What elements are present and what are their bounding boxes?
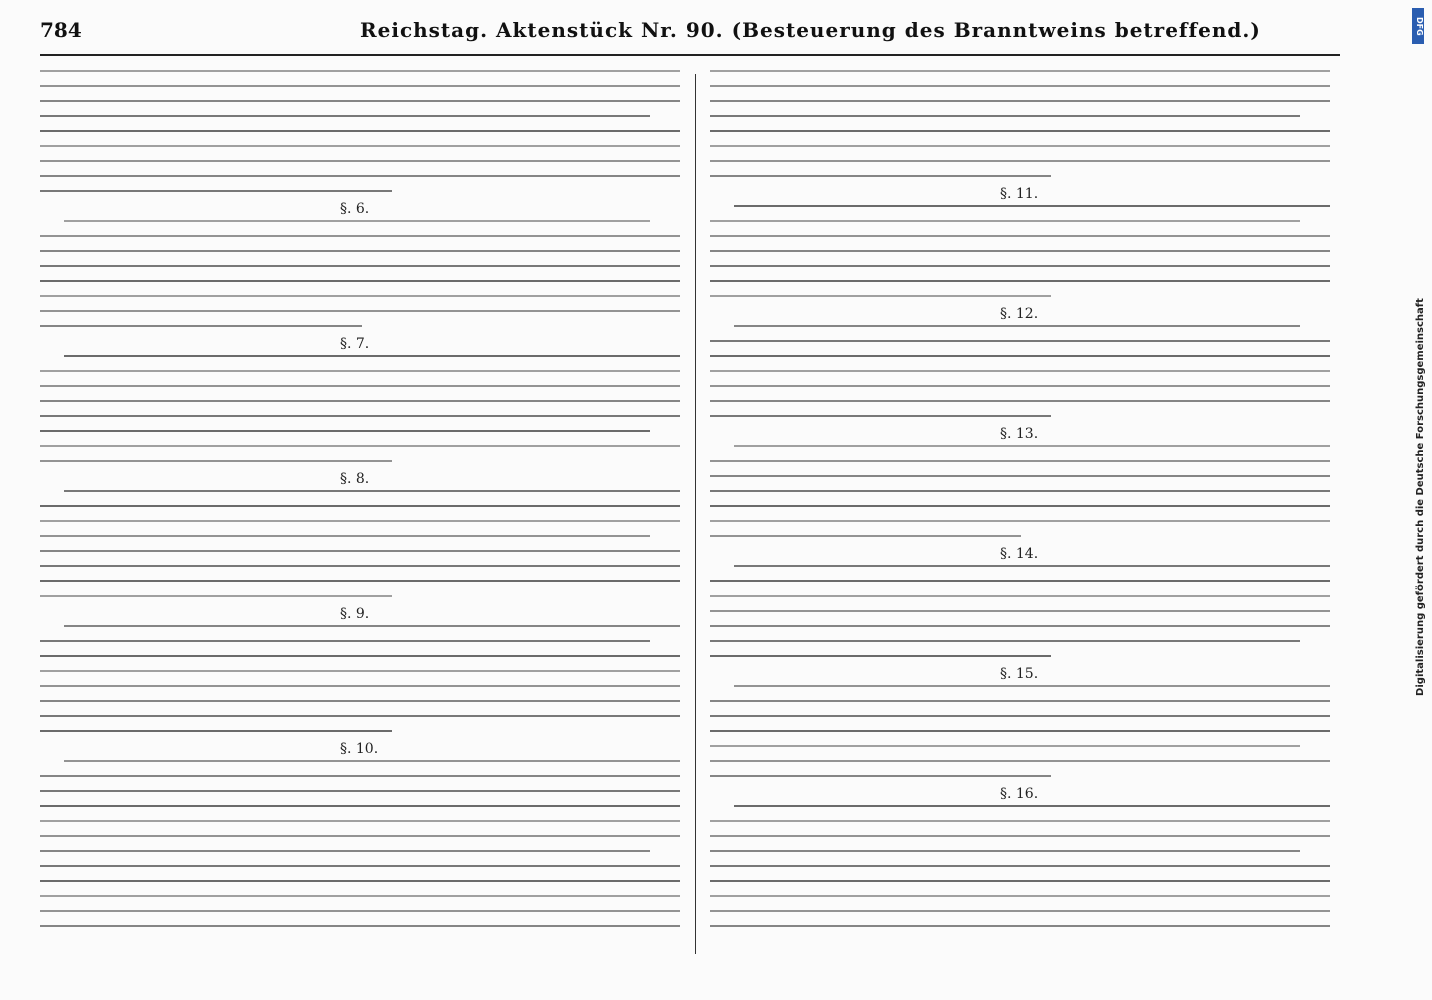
- text-line: [734, 565, 1330, 567]
- section-heading: §. 9.: [340, 606, 370, 622]
- text-line: [40, 715, 680, 717]
- text-line: [40, 445, 680, 447]
- text-line: [710, 820, 1330, 822]
- text-line: [40, 565, 680, 567]
- text-line: [40, 865, 680, 867]
- text-line: [40, 325, 362, 327]
- text-line: [40, 700, 680, 702]
- page-content: [40, 14, 1420, 986]
- text-line: [40, 295, 680, 297]
- text-line: [734, 205, 1330, 207]
- text-line: [40, 670, 680, 672]
- text-line: [734, 445, 1330, 447]
- section-heading: §. 15.: [1000, 666, 1039, 682]
- text-line: [710, 640, 1300, 642]
- text-line: [40, 85, 680, 87]
- text-line: [40, 505, 680, 507]
- text-line: [710, 175, 1051, 177]
- text-line: [710, 655, 1051, 657]
- text-line: [710, 355, 1330, 357]
- text-line: [40, 550, 680, 552]
- dfg-logo: DFG: [1412, 8, 1424, 44]
- text-line: [40, 145, 680, 147]
- section-heading: §. 12.: [1000, 306, 1039, 322]
- text-line: [710, 100, 1330, 102]
- section-heading: §. 6.: [340, 201, 370, 217]
- text-line: [64, 355, 680, 357]
- text-line: [40, 640, 650, 642]
- text-line: [710, 880, 1330, 882]
- text-line: [710, 595, 1330, 597]
- text-line: [40, 595, 392, 597]
- text-line: [40, 430, 650, 432]
- text-line: [710, 115, 1300, 117]
- text-line: [734, 325, 1300, 327]
- text-line: [40, 775, 680, 777]
- text-line: [710, 460, 1330, 462]
- text-line: [40, 835, 680, 837]
- text-line: [710, 130, 1330, 132]
- text-line: [710, 220, 1300, 222]
- text-line: [710, 145, 1330, 147]
- text-line: [710, 160, 1330, 162]
- text-line: [40, 310, 680, 312]
- text-line: [40, 160, 680, 162]
- text-line: [40, 100, 680, 102]
- text-line: [710, 280, 1330, 282]
- text-line: [710, 895, 1330, 897]
- digitization-credit: [1412, 20, 1426, 980]
- text-line: [40, 910, 680, 912]
- text-line: [710, 70, 1330, 72]
- text-line: [40, 655, 680, 657]
- text-line: [710, 760, 1330, 762]
- text-line: [64, 625, 680, 627]
- text-line: [734, 805, 1330, 807]
- section-heading: §. 14.: [1000, 546, 1039, 562]
- text-line: [40, 70, 680, 72]
- text-line: [64, 490, 680, 492]
- text-line: [40, 460, 392, 462]
- text-line: [40, 895, 680, 897]
- text-line: [710, 235, 1330, 237]
- text-line: [40, 520, 680, 522]
- text-line: [40, 850, 650, 852]
- text-line: [40, 685, 680, 687]
- page-title: Reichstag. Aktenstück Nr. 90. (Besteuerung des Branntweins betreffend.): [360, 18, 1261, 42]
- text-line: [40, 130, 680, 132]
- section-heading: §. 8.: [340, 471, 370, 487]
- text-line: [710, 415, 1051, 417]
- text-line: [710, 295, 1051, 297]
- page-number: 784: [40, 18, 82, 42]
- text-line: [710, 610, 1330, 612]
- text-line: [40, 265, 680, 267]
- header-rule: [40, 54, 1340, 56]
- text-line: [40, 805, 680, 807]
- text-line: [40, 175, 680, 177]
- text-line: [710, 340, 1330, 342]
- text-line: [710, 745, 1300, 747]
- text-line: [710, 925, 1330, 927]
- text-line: [710, 700, 1330, 702]
- text-line: [710, 370, 1330, 372]
- text-line: [40, 880, 680, 882]
- text-line: [710, 910, 1330, 912]
- section-heading: §. 7.: [340, 336, 370, 352]
- digitization-caption: Digitalisierung gefördert durch die Deutsche Forschungsgemeinschaft: [1415, 298, 1426, 696]
- text-line: [40, 385, 680, 387]
- text-line: [40, 580, 680, 582]
- section-heading: §. 13.: [1000, 426, 1039, 442]
- text-line: [40, 235, 680, 237]
- text-line: [40, 190, 392, 192]
- text-line: [710, 535, 1021, 537]
- section-heading: §. 11.: [1000, 186, 1039, 202]
- text-line: [710, 835, 1330, 837]
- text-line: [40, 115, 650, 117]
- column-divider: [695, 74, 696, 954]
- text-line: [710, 85, 1330, 87]
- text-line: [710, 775, 1051, 777]
- text-line: [710, 850, 1300, 852]
- text-line: [40, 415, 680, 417]
- text-line: [40, 790, 680, 792]
- text-line: [710, 265, 1330, 267]
- right-text-column: [710, 64, 1330, 974]
- text-line: [710, 505, 1330, 507]
- text-line: [40, 730, 392, 732]
- text-line: [710, 400, 1330, 402]
- text-line: [710, 250, 1330, 252]
- section-heading: §. 10.: [340, 741, 379, 757]
- text-line: [40, 280, 680, 282]
- text-line: [40, 820, 680, 822]
- text-line: [40, 925, 680, 927]
- text-line: [64, 220, 650, 222]
- text-line: [710, 490, 1330, 492]
- text-line: [710, 730, 1330, 732]
- text-line: [40, 370, 680, 372]
- text-line: [710, 715, 1330, 717]
- page-header: [40, 14, 1420, 58]
- text-line: [710, 580, 1330, 582]
- text-line: [40, 535, 650, 537]
- text-line: [40, 400, 680, 402]
- text-line: [710, 475, 1330, 477]
- left-text-column: [40, 64, 680, 974]
- text-line: [734, 685, 1330, 687]
- text-line: [40, 250, 680, 252]
- text-line: [710, 385, 1330, 387]
- text-line: [64, 760, 680, 762]
- section-heading: §. 16.: [1000, 786, 1039, 802]
- text-line: [710, 520, 1330, 522]
- text-line: [710, 865, 1330, 867]
- text-line: [710, 625, 1330, 627]
